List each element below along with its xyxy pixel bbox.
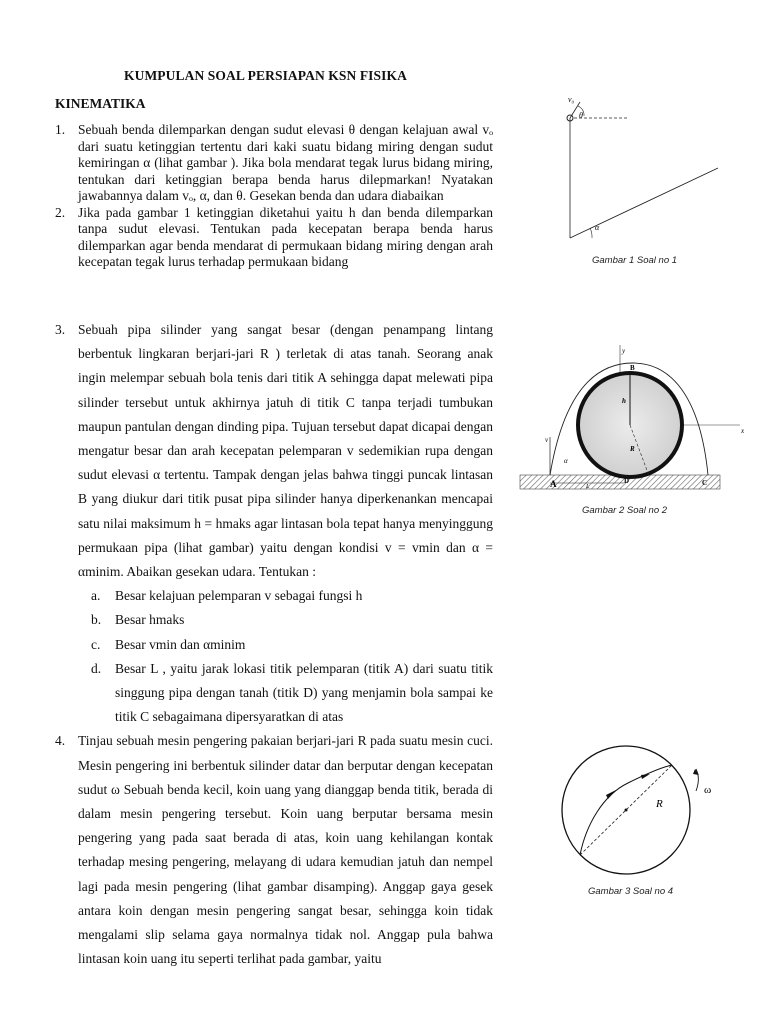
problem-text: Sebuah benda dilemparkan dengan sudut elevasi θ dengan kelajuan awal vₒ dari suatu ketinggian tertentu dari kaki suatu bidang miring dengan sudut kemiringan α (lihat gambar ). Jika bola mendarat tegak lurus bidang miring, tentukan dari ketinggian berapa benda harus dilepmarkan! Nyatakan jawabannya dalam vₒ, α, dan θ. Gesekan benda dan udara diabaikan	[78, 122, 493, 203]
incline-line	[570, 168, 718, 238]
subitem-text: Besar vmin dan αminim	[115, 636, 246, 652]
subitem-b	[55, 608, 493, 632]
problem-number: 3.	[55, 322, 66, 337]
problem-number: 4.	[55, 733, 66, 749]
subitem-d	[55, 657, 493, 730]
label-y: y	[622, 347, 626, 355]
figure-2-caption: Gambar 2 Soal no 2	[582, 505, 668, 516]
label-v: v	[545, 436, 549, 444]
subitem-label: c.	[91, 636, 101, 652]
alpha-arc	[590, 228, 592, 238]
subitem-c	[55, 633, 493, 657]
figure-3-caption: Gambar 3 Soal no 4	[588, 886, 674, 897]
problem-text: Tinjau sebuah mesin pengering pakaian berjari-jari R pada suatu mesin cuci. Mesin pengering ini berbentuk silinder datar dan berputar dengan kecepatan sudut ω Sebuah benda kecil, koin uang yang dianggap benda titik, berada di dalam mesin pengering tersebut. Koin uang berputar bersama mesin pengering yang pada saat berada di atas, koin uang kehilangan kontak terhadap mesing pengering, melayang di udara kemudian jatuh dan nempel lagi pada mesin pengering (lihat gambar disamping). Anggap gaya gesek antara koin dengan mesin pengering sangat besar, sehingga koin tidak mengalami slip selama gaya normalnya tidak nol. Anggap pula bahwa lintasan koin uang itu seperti terlihat pada gambar, yaitu	[78, 733, 493, 967]
label-D: D	[624, 477, 630, 485]
center-dot	[625, 809, 628, 812]
label-omega: ω	[704, 784, 712, 796]
label-h: h	[622, 397, 626, 405]
problem-2	[55, 205, 493, 271]
path-arrow-2	[641, 774, 650, 779]
document-title: KUMPULAN SOAL PERSIAPAN KSN FISIKA	[124, 68, 407, 83]
label-R: R	[656, 798, 663, 810]
figure-1-incline	[558, 96, 718, 236]
path-arrow-1	[606, 790, 616, 799]
subitem-label: b.	[91, 612, 102, 628]
label-C: C	[702, 479, 708, 487]
subitem-text: Besar kelajuan pelemparan v sebagai fungsi h	[115, 588, 363, 604]
problem-text: Sebuah pipa silinder yang sangat besar (dengan penampang lintang berbentuk lingkaran berjari-jari R ) terletak di atas tanah. Seorang anak ingin melempar sebuah bola tenis dari titik A sehingga dapat melewati pipa silinder tersebut untuk akhirnya jatuh di titik C tanpa terjadi tumbukan maupun pantulan dengan dinding pipa. Tujuan tersebut dapat dicapai dengan mengatur besar dan arah kecepatan pelemparan v sedemikian rupa dengan sudut elevasi α tertentu. Tampak dengan jelas bahwa tinggi puncak lintasan B yang diukur dari titik pusat pipa silinder hanya diperkenankan mencapai satu nilai maksimum h = hmaks agar lintasan bola tepat hanya menyinggung permukaan pipa (lihat gambar) yaitu dengan kondisi v = vmin dan α = αminim. Abaikan gesekan udara. Tentukan :	[78, 322, 493, 580]
label-B: B	[630, 364, 635, 372]
problem-1	[55, 122, 493, 205]
figure-1-caption: Gambar 1 Soal no 1	[592, 255, 678, 266]
problem-3	[55, 318, 493, 584]
subitem-text: Besar L , yaitu jarak lokasi titik pelemparan (titik A) dari suatu titik singgung pipa dengan tanah (titik D) yang menjamin bola sampai ke titik C sebagaimana dipersyaratkan di atas	[115, 660, 493, 725]
subitem-label: d.	[91, 660, 102, 676]
figure-2-pipe	[520, 345, 750, 495]
label-theta: θ	[579, 111, 583, 120]
label-alpha: α	[595, 223, 600, 232]
subitem-label: a.	[91, 588, 101, 604]
label-A: A	[550, 479, 557, 489]
problems-1-2	[55, 122, 493, 271]
label-v0: v₀	[568, 95, 575, 104]
section-heading: KINEMATIKA	[55, 96, 146, 111]
subitem-text: Besar hmaks	[115, 612, 185, 628]
problems-3-4	[55, 318, 493, 971]
problem-number: 2.	[55, 204, 66, 220]
label-L: L	[586, 484, 590, 490]
label-alpha: α	[564, 457, 568, 465]
subitem-a	[55, 584, 493, 608]
label-x: x	[741, 427, 745, 435]
problem-4	[55, 729, 493, 971]
label-R: R	[630, 445, 635, 453]
problem-number: 1.	[55, 122, 66, 137]
problem-text: Jika pada gambar 1 ketinggian diketahui yaitu h dan benda dilemparkan tanpa sudut elevasi. Tentukan pada kecepatan berapa benda harus dilemparkan agar benda mendarat di permukaan bidang miring dengan arah kecepatan tegak lurus terhadap permukaan bidang	[78, 204, 493, 269]
figure-3-dryer	[558, 745, 738, 885]
